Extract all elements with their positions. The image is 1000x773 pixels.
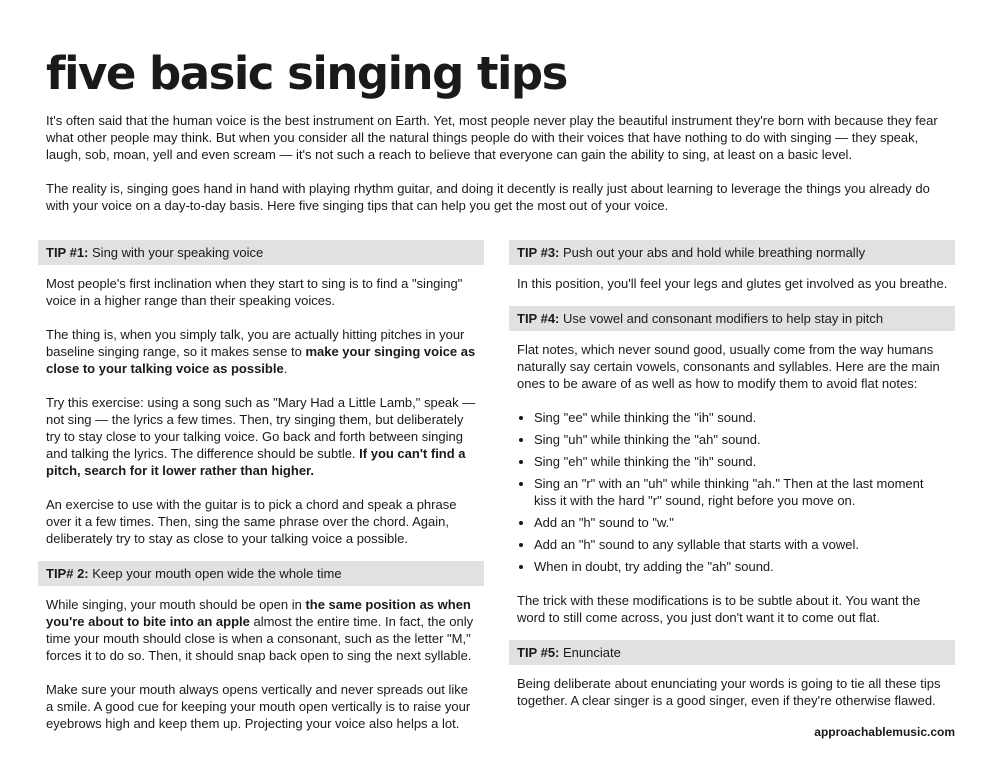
- intro-paragraph-1: It's often said that the human voice is the best instrument on Earth. Yet, most people never play the beautiful instrument they're born with because they fear what other people may think. But when you consider all the natural things people do with their voices that have nothing to do with singing — they speak, laugh, sob, moan, yell and even scream — it's not such a reach to believe that everyone can gain the ability to sing, at least on a basic level.: [46, 113, 938, 162]
- footer-url: approachablemusic.com: [814, 725, 955, 739]
- list-item: • Add an "h" sound to "w.": [534, 514, 949, 531]
- text-span: .: [283, 361, 288, 376]
- tip-4-header: [509, 306, 955, 331]
- tip-1-body: [38, 275, 484, 547]
- tip-1-title: Sing with your speaking voice: [92, 245, 264, 260]
- list-item: • When in doubt, try adding the "ah" sound.: [534, 558, 949, 575]
- tip-3-header: [509, 240, 955, 265]
- tip-4-title: Use vowel and consonant modifiers to help stay in pitch: [563, 311, 884, 326]
- tip-3: [509, 240, 955, 292]
- tip-2-paragraph-2: Make sure your mouth always opens vertically and never spreads out like a smile. A good cue for keeping your mouth open vertically is to raise your eyebrows high and keep them up. Projecting your voice also helps a lot.: [46, 682, 471, 731]
- intro-paragraph-2: The reality is, singing goes hand in hand with playing rhythm guitar, and doing it decently is really just about learning to leverage the things you already do with your voice on a day-to-day basis. Here five singing tips that can help you get the most out of your voice.: [46, 181, 930, 213]
- list-item: • Sing an "r" with an "uh" while thinking "ah." Then at the last moment kiss it with the hard "r" sound, right before you move on.: [534, 475, 949, 509]
- text-span: almost the entire time. In fact, the only time your mouth should close is when a consonant, such as the letter "M," forces it to do so. Then, it should snap back open to sing the next syllable.: [46, 614, 474, 663]
- tip-2-header: [38, 561, 484, 586]
- tip-3-label: TIP #3:: [517, 245, 560, 260]
- tip-1-label: TIP #1:: [46, 245, 89, 260]
- list-item: • Sing "uh" while thinking the "ah" sound.: [534, 431, 949, 448]
- intro: [46, 112, 946, 231]
- tip-5-body: [509, 675, 955, 709]
- tip-4: [509, 306, 955, 626]
- tip-2-paragraph-1: [46, 596, 478, 664]
- list-item: • Sing "ee" while thinking the "ih" sound.: [534, 409, 949, 426]
- bold-text: the same position as when you're about to bite into an apple: [46, 597, 471, 629]
- tip-2: [38, 561, 484, 732]
- tip-5-paragraph-1: Being deliberate about enunciating your words is going to tie all these tips together. A clear singer is a good singer, even if they're otherwise flawed.: [517, 676, 941, 708]
- tip-1-paragraph-3: [46, 394, 478, 479]
- text-span: The thing is, when you simply talk, you are actually hitting pitches in your baseline singing range, so it makes sense to: [46, 327, 465, 359]
- tip-4-paragraph-2: The trick with these modifications is to be subtle about it. You want the word to still come across, you just don't want it to come out flat.: [517, 593, 921, 625]
- tip-3-title: Push out your abs and hold while breathing normally: [563, 245, 866, 260]
- text-span: Try this exercise: using a song such as "Mary Had a Little Lamb," speak — not sing — the lyrics a few times. Then, try singing them, but deliberately try to stay close to your talking voice. Go back and forth between singing and talking the lyrics. The difference should be subtle.: [46, 395, 476, 461]
- list-item: • Add an "h" sound to any syllable that starts with a vowel.: [534, 536, 949, 553]
- tip-2-label: TIP# 2:: [46, 566, 89, 581]
- bold-text: make your singing voice as close to your talking voice as possible: [46, 344, 476, 376]
- bold-text: If you can't find a pitch, search for it lower rather than higher.: [46, 446, 466, 478]
- tip-2-body: [38, 596, 484, 732]
- modifier-list: [517, 409, 949, 575]
- page-title: five basic singing tips: [46, 47, 567, 100]
- tip-5-title: Enunciate: [563, 645, 621, 660]
- tip-4-label: TIP #4:: [517, 311, 560, 326]
- right-column: [509, 240, 955, 726]
- tip-1-paragraph-4: An exercise to use with the guitar is to pick a chord and speak a phrase over it a few times. Then, sing the same phrase over the chord. Again, deliberately try to stay as close to your talking voice a possible.: [46, 497, 457, 546]
- tip-2-title: Keep your mouth open wide the whole time: [92, 566, 342, 581]
- tip-1-paragraph-1: Most people's first inclination when they start to sing is to find a "singing" voice in a higher range than their speaking voices.: [46, 276, 463, 308]
- tip-4-body: [509, 341, 955, 626]
- tip-1: [38, 240, 484, 547]
- tip-3-body: [509, 275, 955, 292]
- left-column: [38, 240, 484, 749]
- tip-5-label: TIP #5:: [517, 645, 560, 660]
- tip-1-paragraph-2: [46, 326, 478, 377]
- tip-4-paragraph-1: Flat notes, which never sound good, usually come from the way humans naturally say certain vowels, consonants and syllables. Here are the main ones to be aware of as well as how to modify them to avoid flat notes:: [517, 342, 940, 391]
- tip-5-header: [509, 640, 955, 665]
- text-span: While singing, your mouth should be open in: [46, 597, 306, 612]
- list-item: • Sing "eh" while thinking the "ih" sound.: [534, 453, 949, 470]
- tip-3-paragraph-1: In this position, you'll feel your legs and glutes get involved as you breathe.: [517, 276, 948, 291]
- tip-1-header: [38, 240, 484, 265]
- tip-5: [509, 640, 955, 709]
